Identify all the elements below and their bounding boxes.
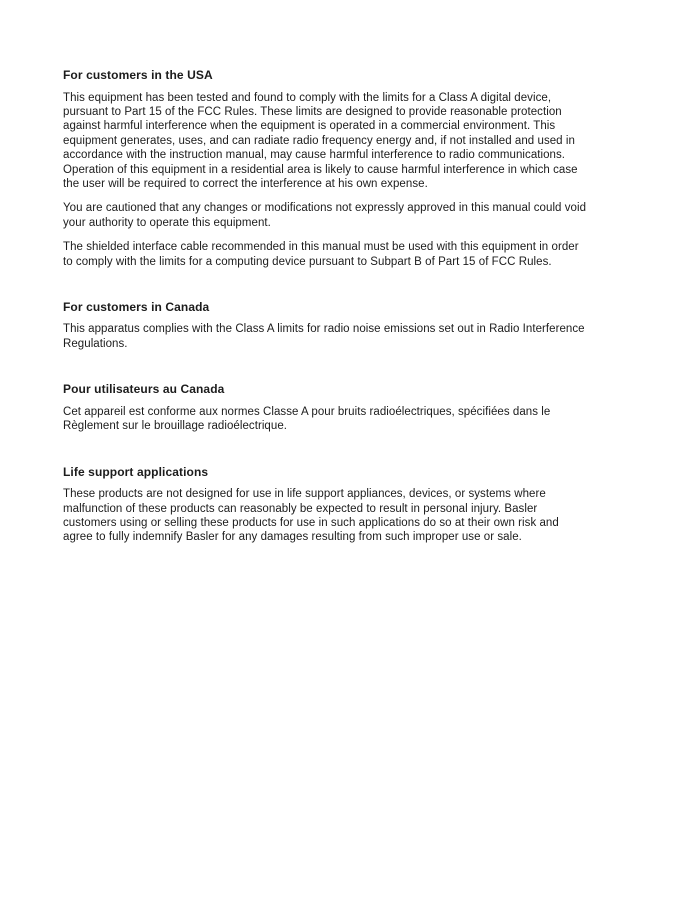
paragraph: You are cautioned that any changes or modifications not expressly approved in this manual could void your authority to operate this equipment. [63, 202, 587, 229]
paragraph: Cet appareil est conforme aux normes Classe A pour bruits radioélectriques, spécifiées dans le Règlement sur le brouillage radioélectrique. [63, 405, 551, 433]
paragraph: This equipment has been tested and found to comply with the limits for a Class A digital device, pursuant to Part 15 of the FCC Rules. These limits are designed to provide reasonable protection against harmful interference when the equipment is operated in a commercial environment. This equipment generates, uses, and can radiate radio frequency energy and, if not installed and used in accordance with the instruction manual, may cause harmful interference to radio communications. Operation of this equipment in a residential area is likely to cause harmful interference in which case the user will be required to correct the interference at his own expense. [63, 91, 578, 190]
section-heading-canada-fr: Pour utilisateurs au Canada [63, 382, 225, 397]
section-usa [63, 68, 587, 269]
section-canada [63, 300, 587, 351]
section-canada-fr [63, 382, 587, 433]
paragraph: This apparatus complies with the Class A limits for radio noise emissions set out in Radio Interference Regulations. [63, 323, 585, 350]
paragraph: The shielded interface cable recommended in this manual must be used with this equipment in order to comply with the limits for a computing device pursuant to Subpart B of Part 15 of FCC Rules. [63, 241, 579, 268]
paragraph: These products are not designed for use in life support appliances, devices, or systems where malfunction of these products can reasonably be expected to result in personal injury. Basler customers using or selling these products for use in such applications do so at their own risk and agree to fully indemnify Basler for any damages resulting from such improper use or sale. [63, 488, 559, 544]
page-content [63, 68, 587, 575]
section-heading-usa: For customers in the USA [63, 68, 213, 82]
section-heading-life-support: Life support applications [63, 464, 209, 479]
section-life-support [63, 465, 587, 545]
section-heading-canada: For customers in Canada [63, 299, 210, 314]
